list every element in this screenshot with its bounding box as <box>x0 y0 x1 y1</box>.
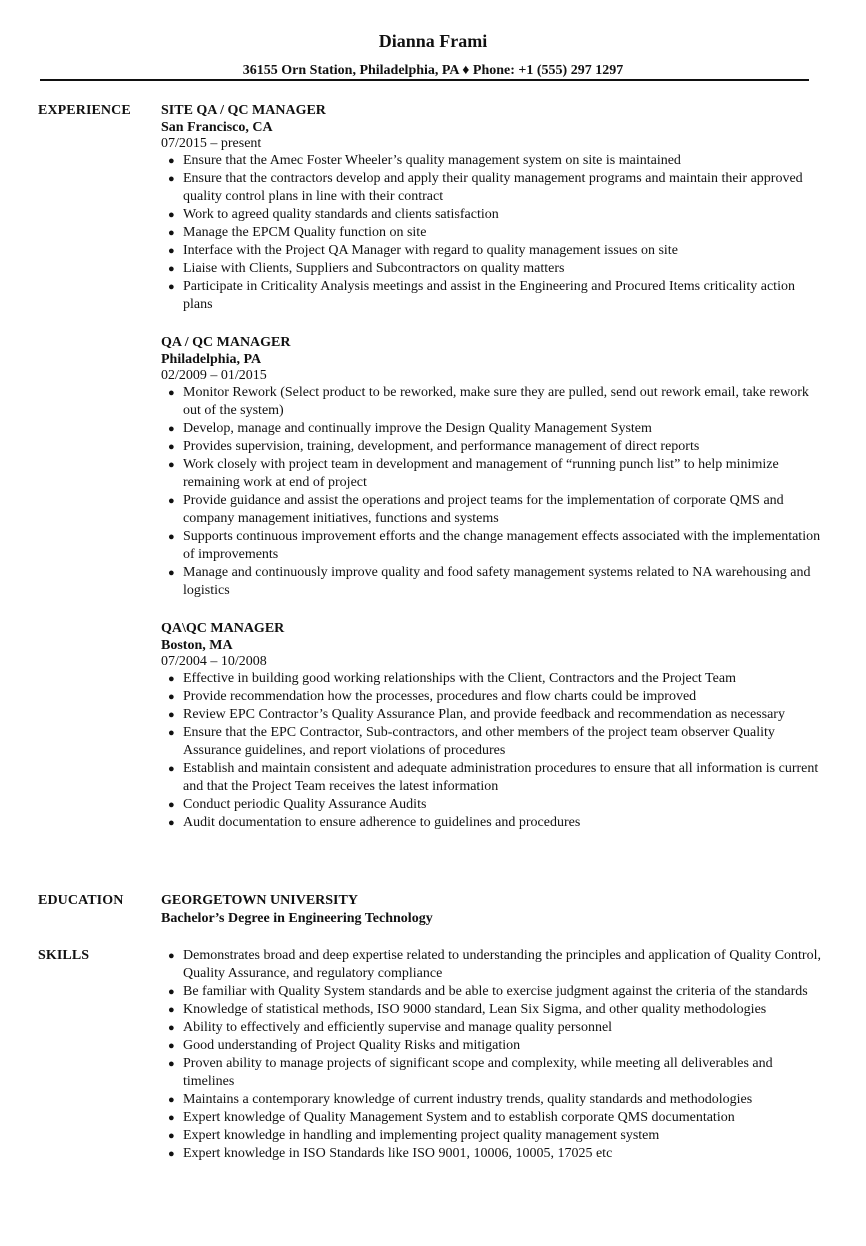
list-item <box>161 420 821 438</box>
skills-heading: SKILLS <box>38 948 90 963</box>
list-item <box>161 983 821 1001</box>
bullet-icon: ● <box>168 567 175 579</box>
bullet-icon: ● <box>168 691 175 703</box>
bullet-text: Ensure that the EPC Contractor, Sub-contractors, and other members of the project team observer Quality Assurance guidelines, and report violations of procedures <box>183 725 775 758</box>
list-item <box>161 688 821 706</box>
job-dates: 07/2015 – present <box>161 136 262 151</box>
bullet-text: Demonstrates broad and deep expertise related to understanding the principles and application of Quality Control, Quality Assurance, and regulatory compliance <box>183 948 821 981</box>
list-item <box>161 224 821 242</box>
list-item <box>161 670 821 688</box>
bullet-icon: ● <box>168 1148 175 1160</box>
job-bullets <box>161 152 821 314</box>
list-item <box>161 384 821 420</box>
job-entry <box>161 334 821 600</box>
bullet-icon: ● <box>168 209 175 221</box>
job-bullets <box>161 670 821 832</box>
list-item <box>161 438 821 456</box>
list-item <box>161 260 821 278</box>
bullet-icon: ● <box>168 1094 175 1106</box>
bullet-text: Liaise with Clients, Suppliers and Subcontractors on quality matters <box>183 261 565 276</box>
education-degree: Bachelor’s Degree in Engineering Technology <box>161 911 433 926</box>
list-item <box>161 492 821 528</box>
list-item <box>161 1127 821 1145</box>
skills-entry <box>161 947 821 1163</box>
list-item <box>161 456 821 492</box>
list-item <box>161 1001 821 1019</box>
list-item <box>161 947 821 983</box>
bullet-icon: ● <box>168 727 175 739</box>
list-item <box>161 1109 821 1127</box>
bullet-icon: ● <box>168 1058 175 1070</box>
contact-line: 36155 Orn Station, Philadelphia, PA ♦ Phone: +1 (555) 297 1297 <box>242 63 624 78</box>
job-dates: 07/2004 – 10/2008 <box>161 654 267 669</box>
bullet-text: Develop, manage and continually improve the Design Quality Management System <box>183 421 652 436</box>
bullet-text: Provide recommendation how the processes, procedures and flow charts could be improved <box>183 689 697 704</box>
header-divider <box>40 79 809 81</box>
education-entry <box>161 892 821 928</box>
bullet-icon: ● <box>168 986 175 998</box>
bullet-text: Work to agreed quality standards and clients satisfaction <box>183 207 499 222</box>
bullet-text: Ensure that the contractors develop and apply their quality management programs and maintain their approved quality control plans in line with their contract <box>183 171 803 204</box>
bullet-icon: ● <box>168 673 175 685</box>
list-item <box>161 814 821 832</box>
education-school: GEORGETOWN UNIVERSITY <box>161 893 358 908</box>
job-entry <box>161 620 821 832</box>
bullet-icon: ● <box>168 1112 175 1124</box>
experience-heading: EXPERIENCE <box>38 103 131 118</box>
list-item <box>161 1037 821 1055</box>
list-item <box>161 724 821 760</box>
list-item <box>161 1019 821 1037</box>
bullet-text: Interface with the Project QA Manager with regard to quality management issues on site <box>183 243 678 258</box>
bullet-text: Monitor Rework (Select product to be reworked, make sure they are pulled, send out rework email, take rework out of the system) <box>183 385 809 418</box>
bullet-text: Conduct periodic Quality Assurance Audits <box>183 797 427 812</box>
bullet-text: Manage and continuously improve quality and food safety management systems related to NA warehousing and logistics <box>183 565 811 598</box>
bullet-text: Maintains a contemporary knowledge of current industry trends, quality standards and methodologies <box>183 1092 753 1107</box>
bullet-icon: ● <box>168 263 175 275</box>
bullet-text: Effective in building good working relationships with the Client, Contractors and the Project Team <box>183 671 736 686</box>
bullet-text: Ensure that the Amec Foster Wheeler’s quality management system on site is maintained <box>183 153 681 168</box>
list-item <box>161 760 821 796</box>
bullet-icon: ● <box>168 799 175 811</box>
job-location: Philadelphia, PA <box>161 352 262 367</box>
bullet-icon: ● <box>168 245 175 257</box>
job-location: Boston, MA <box>161 638 233 653</box>
skills-list <box>161 947 821 1163</box>
bullet-icon: ● <box>168 1040 175 1052</box>
job-title: QA\QC MANAGER <box>161 621 285 636</box>
bullet-icon: ● <box>168 709 175 721</box>
bullet-icon: ● <box>168 1004 175 1016</box>
experience-list <box>161 102 821 852</box>
bullet-text: Expert knowledge of Quality Management System and to establish corporate QMS documentation <box>183 1110 735 1125</box>
list-item <box>161 152 821 170</box>
list-item <box>161 1055 821 1091</box>
bullet-icon: ● <box>168 387 175 399</box>
bullet-icon: ● <box>168 1130 175 1142</box>
list-item <box>161 242 821 260</box>
bullet-text: Knowledge of statistical methods, ISO 9000 standard, Lean Six Sigma, and other quality methodologies <box>183 1002 767 1017</box>
bullet-icon: ● <box>168 227 175 239</box>
bullet-icon: ● <box>168 817 175 829</box>
list-item <box>161 206 821 224</box>
job-bullets <box>161 384 821 600</box>
job-entry <box>161 102 821 314</box>
list-item <box>161 564 821 600</box>
bullet-text: Supports continuous improvement efforts and the change management effects associated with the implementation of improvements <box>183 529 821 562</box>
bullet-icon: ● <box>168 495 175 507</box>
list-item <box>161 796 821 814</box>
list-item <box>161 528 821 564</box>
bullet-icon: ● <box>168 281 175 293</box>
bullet-text: Provides supervision, training, development, and performance management of direct reports <box>183 439 700 454</box>
bullet-text: Proven ability to manage projects of significant scope and complexity, while meeting all deliverables and timelines <box>183 1056 773 1089</box>
job-location: San Francisco, CA <box>161 120 273 135</box>
bullet-text: Expert knowledge in handling and implementing project quality management system <box>183 1128 660 1143</box>
bullet-icon: ● <box>168 531 175 543</box>
bullet-icon: ● <box>168 1022 175 1034</box>
job-title: QA / QC MANAGER <box>161 335 291 350</box>
bullet-text: Ability to effectively and efficiently supervise and manage quality personnel <box>183 1020 613 1035</box>
bullet-text: Expert knowledge in ISO Standards like ISO 9001, 10006, 10005, 17025 etc <box>183 1146 613 1161</box>
candidate-name: Dianna Frami <box>378 31 488 51</box>
list-item <box>161 1145 821 1163</box>
bullet-text: Work closely with project team in development and management of “running punch list” to help minimize remaining work at end of project <box>183 457 779 490</box>
bullet-text: Audit documentation to ensure adherence to guidelines and procedures <box>183 815 581 830</box>
bullet-icon: ● <box>168 763 175 775</box>
bullet-icon: ● <box>168 950 175 962</box>
education-heading: EDUCATION <box>38 893 124 908</box>
bullet-text: Establish and maintain consistent and adequate administration procedures to ensure that all information is current and that the Project Team receives the latest information <box>183 761 819 794</box>
bullet-icon: ● <box>168 423 175 435</box>
bullet-icon: ● <box>168 441 175 453</box>
bullet-icon: ● <box>168 173 175 185</box>
bullet-text: Participate in Criticality Analysis meetings and assist in the Engineering and Procured Items criticality action plans <box>183 279 795 312</box>
list-item <box>161 1091 821 1109</box>
bullet-text: Good understanding of Project Quality Risks and mitigation <box>183 1038 521 1053</box>
bullet-text: Review EPC Contractor’s Quality Assurance Plan, and provide feedback and recommendation as necessary <box>183 707 785 722</box>
list-item <box>161 170 821 206</box>
bullet-text: Manage the EPCM Quality function on site <box>183 225 427 240</box>
bullet-text: Be familiar with Quality System standards and be able to exercise judgment against the criteria of the standards <box>183 984 808 999</box>
list-item <box>161 278 821 314</box>
bullet-icon: ● <box>168 155 175 167</box>
bullet-icon: ● <box>168 459 175 471</box>
job-dates: 02/2009 – 01/2015 <box>161 368 267 383</box>
list-item <box>161 706 821 724</box>
job-title: SITE QA / QC MANAGER <box>161 103 326 118</box>
bullet-text: Provide guidance and assist the operations and project teams for the implementation of corporate QMS and company management initiatives, functions and systems <box>183 493 784 526</box>
